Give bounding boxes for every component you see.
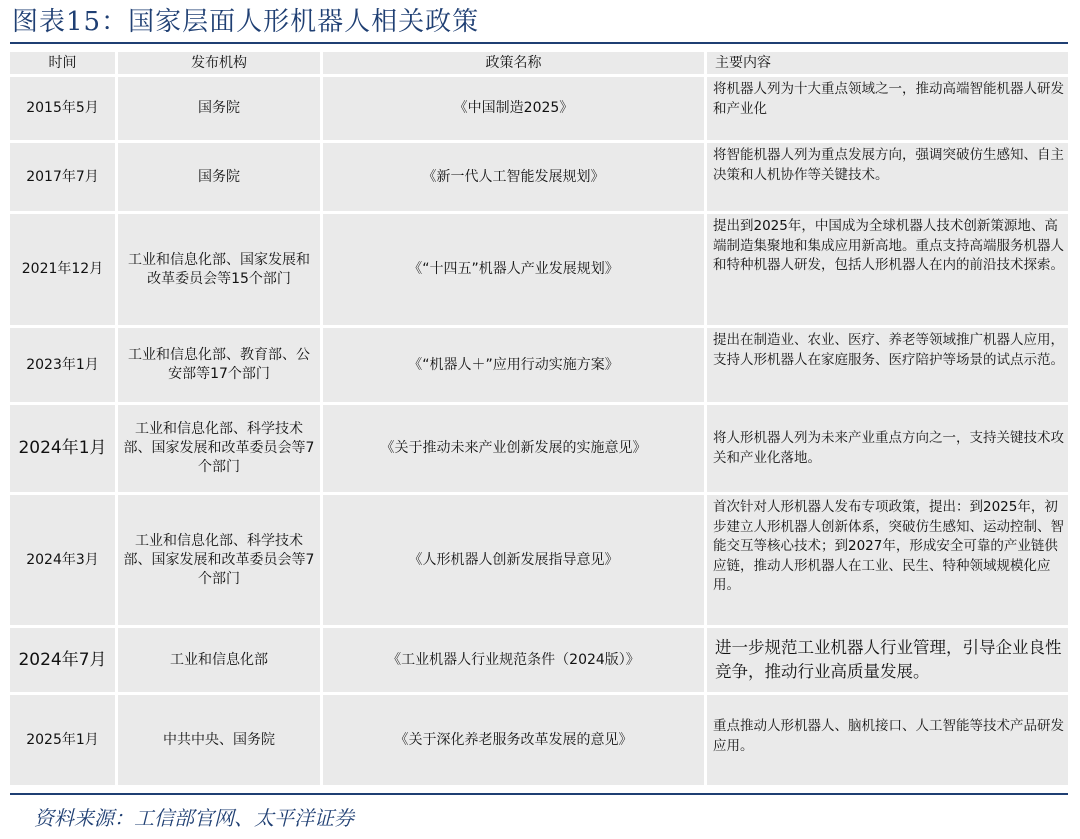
table-row bbox=[10, 405, 1068, 495]
row-content: 提出在制造业、农业、医疗、养老等领域推广机器人应用，支持人形机器人在家庭服务、医疗陪护等场景的试点示范。 bbox=[707, 328, 1068, 405]
row-agency: 工业和信息化部 bbox=[118, 628, 323, 695]
row-time: 2025年1月 bbox=[10, 695, 118, 788]
row-policy: 《关于深化养老服务改革发展的意见》 bbox=[323, 695, 707, 788]
title-divider bbox=[10, 42, 1068, 44]
source-divider bbox=[10, 793, 1068, 795]
table-header-row bbox=[10, 52, 1068, 77]
row-policy: 《“十四五”机器人产业发展规划》 bbox=[323, 214, 707, 328]
row-policy: 《新一代人工智能发展规划》 bbox=[323, 143, 707, 214]
row-policy: 《“机器人＋”应用行动实施方案》 bbox=[323, 328, 707, 405]
row-policy: 《关于推动未来产业创新发展的实施意见》 bbox=[323, 405, 707, 495]
row-content: 将人形机器人列为未来产业重点方向之一，支持关键技术攻关和产业化落地。 bbox=[707, 405, 1068, 495]
row-time: 2021年12月 bbox=[10, 214, 118, 328]
row-agency: 工业和信息化部、教育部、公安部等17个部门 bbox=[118, 328, 323, 405]
row-content: 将机器人列为十大重点领域之一，推动高端智能机器人研发和产业化 bbox=[707, 77, 1068, 143]
row-policy: 《中国制造2025》 bbox=[323, 77, 707, 143]
header-policy: 政策名称 bbox=[323, 52, 707, 77]
table-row bbox=[10, 695, 1068, 788]
row-content: 重点推动人形机器人、脑机接口、人工智能等技术产品研发应用。 bbox=[707, 695, 1068, 788]
table-row bbox=[10, 143, 1068, 214]
table-row bbox=[10, 77, 1068, 143]
row-time: 2023年1月 bbox=[10, 328, 118, 405]
row-agency: 工业和信息化部、国家发展和改革委员会等15个部门 bbox=[118, 214, 323, 328]
row-agency: 国务院 bbox=[118, 77, 323, 143]
row-content: 进一步规范工业机器人行业管理，引导企业良性竞争，推动行业高质量发展。 bbox=[707, 628, 1068, 695]
figure-title: 图表15：国家层面人形机器人相关政策 bbox=[12, 7, 480, 37]
policy-table bbox=[10, 52, 1068, 788]
row-time: 2024年1月 bbox=[10, 405, 118, 495]
row-agency: 中共中央、国务院 bbox=[118, 695, 323, 788]
row-time: 2017年7月 bbox=[10, 143, 118, 214]
row-policy: 《工业机器人行业规范条件（2024版）》 bbox=[323, 628, 707, 695]
table-row bbox=[10, 495, 1068, 628]
header-agency: 发布机构 bbox=[118, 52, 323, 77]
row-content: 将智能机器人列为重点发展方向，强调突破仿生感知、自主决策和人机协作等关键技术。 bbox=[707, 143, 1068, 214]
row-time: 2024年7月 bbox=[10, 628, 118, 695]
table-row bbox=[10, 628, 1068, 695]
source-note: 资料来源：工信部官网、太平洋证券 bbox=[34, 806, 354, 830]
table-row bbox=[10, 328, 1068, 405]
table-row bbox=[10, 214, 1068, 328]
row-time: 2024年3月 bbox=[10, 495, 118, 628]
row-agency: 工业和信息化部、科学技术部、国家发展和改革委员会等7个部门 bbox=[118, 495, 323, 628]
row-policy: 《人形机器人创新发展指导意见》 bbox=[323, 495, 707, 628]
row-agency: 国务院 bbox=[118, 143, 323, 214]
header-time: 时间 bbox=[10, 52, 118, 77]
header-content: 主要内容 bbox=[707, 52, 1068, 77]
row-agency: 工业和信息化部、科学技术部、国家发展和改革委员会等7个部门 bbox=[118, 405, 323, 495]
row-content: 首次针对人形机器人发布专项政策，提出：到2025年，初步建立人形机器人创新体系，突破仿生感知、运动控制、智能交互等核心技术；到2027年，形成安全可靠的产业链供应链，推动人形机器人在工业、民生、特种领域规模化应用。 bbox=[707, 495, 1068, 628]
policy-table-container bbox=[10, 52, 1068, 788]
row-content: 提出到2025年，中国成为全球机器人技术创新策源地、高端制造集聚地和集成应用新高地。重点支持高端服务机器人和特种机器人研发，包括人形机器人在内的前沿技术探索。 bbox=[707, 214, 1068, 328]
row-time: 2015年5月 bbox=[10, 77, 118, 143]
